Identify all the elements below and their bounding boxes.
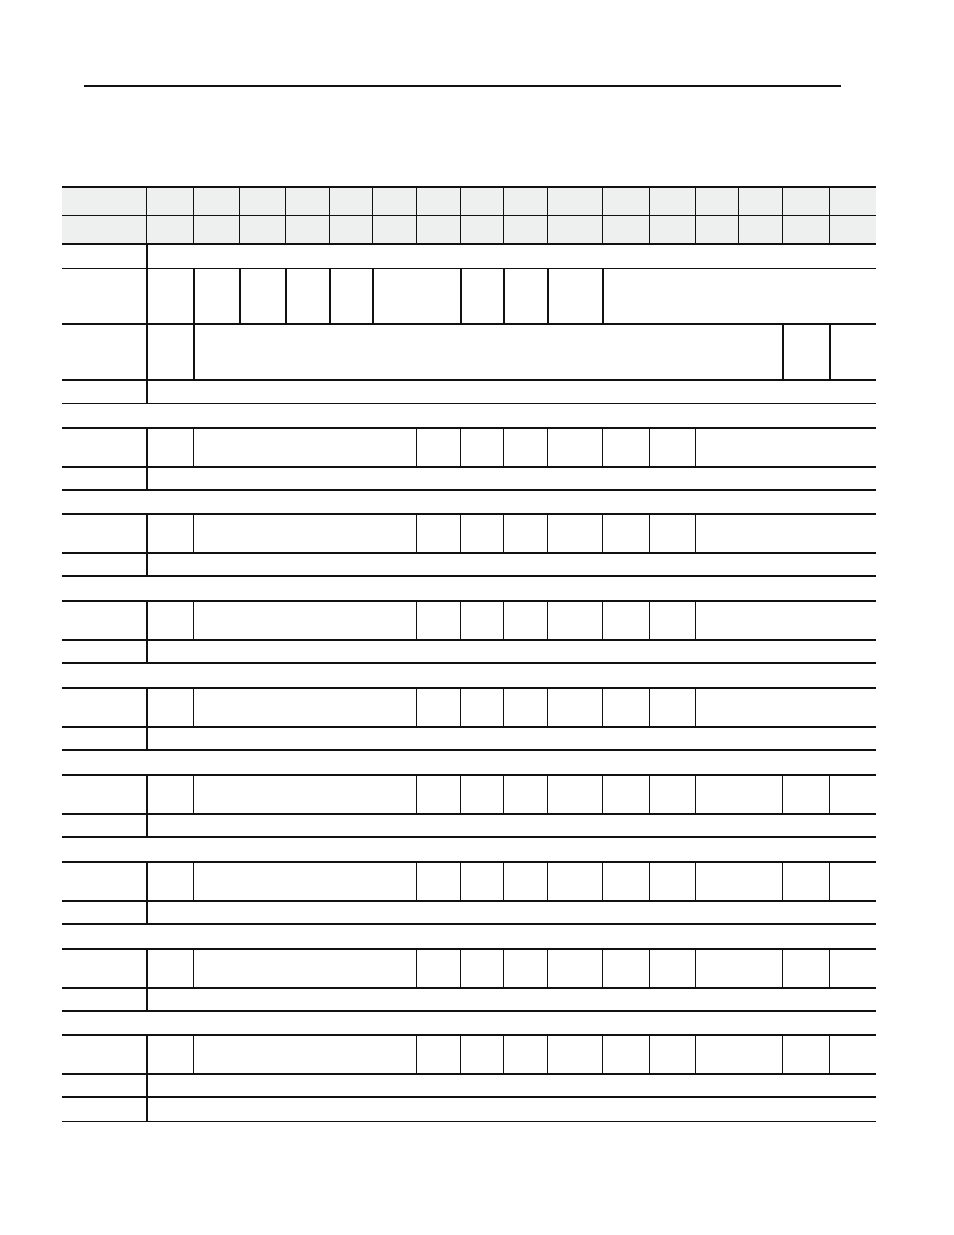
header-column-divider	[782, 187, 783, 244]
cell-divider	[547, 688, 548, 726]
header-column-divider	[738, 187, 739, 244]
cell-divider	[416, 601, 417, 639]
block-top-rule	[62, 861, 876, 863]
cell-divider	[602, 775, 603, 813]
cell-divider	[547, 514, 548, 552]
cell-divider	[503, 269, 505, 323]
block-mid-rule	[62, 726, 876, 728]
cell-divider	[649, 514, 650, 552]
cell-divider	[695, 514, 696, 552]
cell-divider	[649, 775, 650, 813]
cell-divider	[239, 269, 241, 323]
label-column-divider	[146, 774, 148, 836]
cell-divider	[193, 428, 194, 466]
cell-divider	[372, 269, 374, 323]
cell-divider	[602, 601, 603, 639]
cell-divider	[695, 428, 696, 466]
header-column-divider	[285, 187, 286, 244]
block-top-rule	[62, 948, 876, 950]
cell-divider	[503, 514, 504, 552]
header-column-divider	[602, 187, 603, 244]
cell-divider	[503, 428, 504, 466]
cell-divider	[416, 949, 417, 987]
header-bottom-rule	[62, 243, 876, 245]
label-column-divider	[146, 513, 148, 575]
header-column-divider	[460, 187, 461, 244]
cell-divider	[193, 325, 195, 379]
cell-divider	[460, 949, 461, 987]
header-column-divider	[649, 187, 650, 244]
cell-divider	[460, 269, 462, 323]
cell-divider	[695, 1035, 696, 1073]
block-bottom-rule	[62, 662, 876, 664]
header-column-divider	[372, 187, 373, 244]
label-column-divider	[146, 1098, 148, 1121]
cell-divider	[695, 862, 696, 900]
cell-divider	[649, 688, 650, 726]
block-bottom-rule	[62, 836, 876, 838]
header-column-divider	[416, 187, 417, 244]
header-column-divider	[193, 187, 194, 244]
block-top-rule	[62, 774, 876, 776]
cell-divider	[547, 775, 548, 813]
cell-divider	[503, 1035, 504, 1073]
block-mid-rule	[62, 639, 876, 641]
header-column-divider	[329, 187, 330, 244]
cell-divider	[649, 601, 650, 639]
cell-divider	[649, 428, 650, 466]
cell-divider	[460, 688, 461, 726]
cell-divider	[829, 325, 831, 379]
cell-divider	[602, 1035, 603, 1073]
header-mid-rule	[62, 215, 876, 216]
block-bottom-rule	[62, 575, 876, 577]
cell-divider	[602, 688, 603, 726]
header-column-divider	[547, 187, 548, 244]
label-column-divider	[146, 861, 148, 923]
cell-divider	[416, 688, 417, 726]
cell-divider	[829, 775, 830, 813]
cell-divider	[695, 775, 696, 813]
cell-divider	[829, 862, 830, 900]
label-column-divider	[146, 600, 148, 662]
block-mid-rule	[62, 1073, 876, 1075]
label-column-divider	[146, 427, 148, 489]
block-mid-rule	[62, 900, 876, 902]
cell-divider	[416, 775, 417, 813]
cell-divider	[829, 949, 830, 987]
cell-divider	[547, 428, 548, 466]
cell-divider	[193, 601, 194, 639]
header-column-divider	[146, 187, 147, 244]
block-top-rule	[62, 513, 876, 515]
cell-divider	[547, 862, 548, 900]
label-column-divider	[146, 948, 148, 1010]
label-column-divider	[146, 687, 148, 749]
header-column-divider	[239, 187, 240, 244]
cell-divider	[547, 601, 548, 639]
cell-divider	[782, 862, 783, 900]
header-top-rule	[62, 186, 876, 188]
cell-divider	[193, 949, 194, 987]
block-mid-rule	[62, 552, 876, 554]
cell-divider	[416, 428, 417, 466]
block-bottom-rule	[62, 1010, 876, 1012]
cell-divider	[416, 514, 417, 552]
cell-divider	[503, 949, 504, 987]
block-bottom-rule	[62, 489, 876, 491]
cell-divider	[602, 428, 603, 466]
row-rule	[62, 379, 876, 381]
block-bottom-rule	[62, 749, 876, 751]
label-column-divider	[146, 1034, 148, 1096]
cell-divider	[649, 949, 650, 987]
cell-divider	[503, 775, 504, 813]
cell-divider	[193, 775, 194, 813]
block-bottom-rule	[62, 923, 876, 925]
cell-divider	[829, 1035, 830, 1073]
header-column-divider	[695, 187, 696, 244]
row-rule	[62, 403, 876, 404]
block-mid-rule	[62, 466, 876, 468]
cell-divider	[602, 862, 603, 900]
cell-divider	[416, 862, 417, 900]
block-mid-rule	[62, 987, 876, 989]
cell-divider	[602, 269, 604, 323]
block-bottom-rule	[62, 1096, 876, 1098]
row-rule	[62, 323, 876, 325]
cell-divider	[460, 1035, 461, 1073]
cell-divider	[782, 775, 783, 813]
header-column-divider	[503, 187, 504, 244]
cell-divider	[602, 514, 603, 552]
cell-divider	[285, 269, 287, 323]
cell-divider	[503, 601, 504, 639]
cell-divider	[193, 1035, 194, 1073]
cell-divider	[782, 1035, 783, 1073]
cell-divider	[695, 949, 696, 987]
cell-divider	[602, 949, 603, 987]
cell-divider	[782, 949, 783, 987]
table-bottom-rule	[62, 1121, 876, 1122]
cell-divider	[460, 428, 461, 466]
cell-divider	[193, 688, 194, 726]
cell-divider	[695, 601, 696, 639]
cell-divider	[503, 688, 504, 726]
cell-divider	[547, 1035, 548, 1073]
cell-divider	[193, 269, 195, 323]
cell-divider	[193, 862, 194, 900]
cell-divider	[503, 862, 504, 900]
cell-divider	[329, 269, 331, 323]
block-mid-rule	[62, 813, 876, 815]
cell-divider	[193, 514, 194, 552]
cell-divider	[460, 601, 461, 639]
cell-divider	[695, 688, 696, 726]
block-top-rule	[62, 427, 876, 429]
cell-divider	[782, 325, 784, 379]
block-top-rule	[62, 1034, 876, 1036]
row-rule	[62, 268, 876, 269]
cell-divider	[460, 514, 461, 552]
cell-divider	[460, 862, 461, 900]
cell-divider	[649, 862, 650, 900]
cell-divider	[649, 1035, 650, 1073]
block-top-rule	[62, 600, 876, 602]
cell-divider	[547, 949, 548, 987]
cell-divider	[416, 1035, 417, 1073]
header-column-divider	[829, 187, 830, 244]
cell-divider	[460, 775, 461, 813]
block-top-rule	[62, 687, 876, 689]
cell-divider	[547, 269, 549, 323]
